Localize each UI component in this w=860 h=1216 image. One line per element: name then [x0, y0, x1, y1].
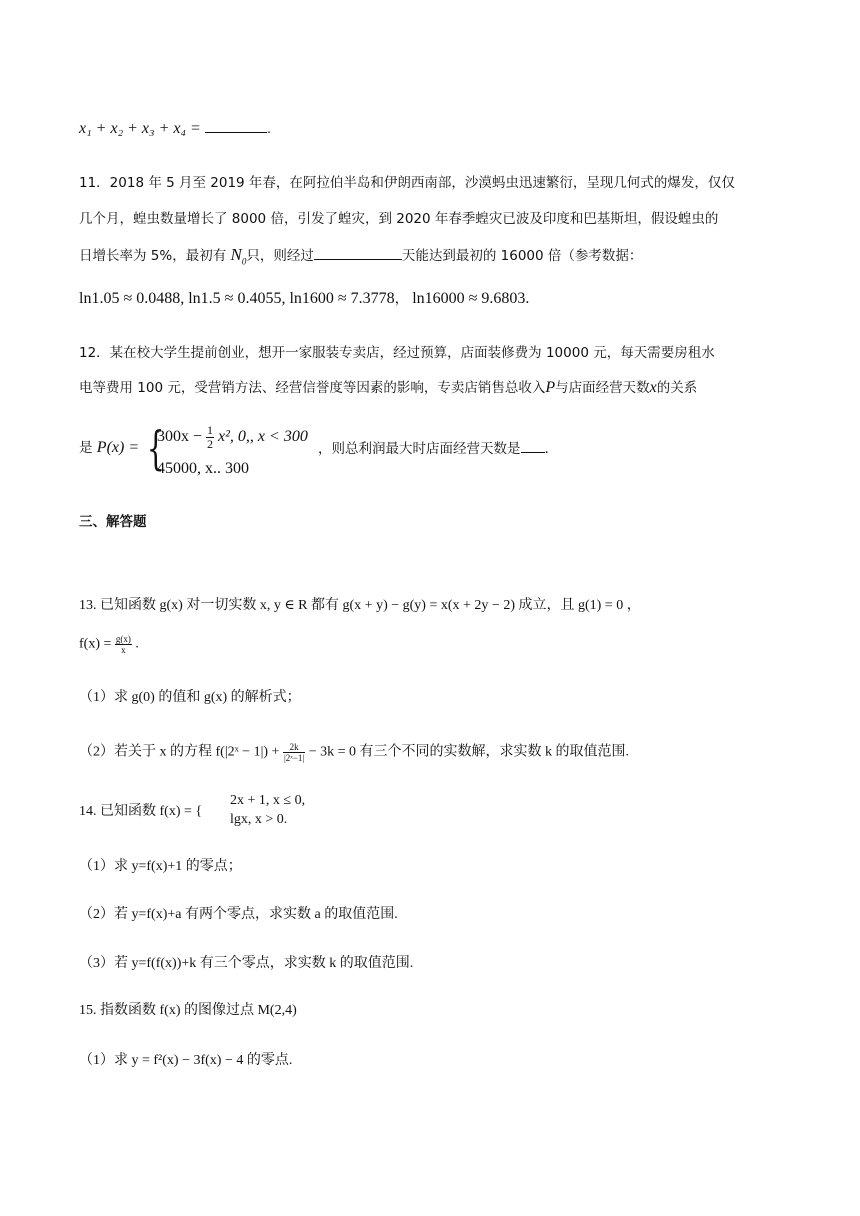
half-fraction: $\frac{1}{2}$	[207, 423, 214, 451]
sum-expression: x₁ + x₂ + x₃ + x₄ =	[79, 120, 201, 137]
q12-line-3-tail: ，则总利润最大时店面经营天数是 .	[318, 438, 549, 459]
q13-part-1: （1）求 g(0) 的值和 g(x) 的解析式；	[79, 690, 301, 705]
q13-part-2: （2）若关于 x 的方程 f(|2ˣ − 1|) + $\frac{2k}{\text{|2ˣ−1|}}$ − 3k = 0 有三个不同的实数解，求实数 k 的取值范围.	[79, 742, 630, 763]
q14-part-1: （1）求 y=f(x)+1 的零点；	[79, 859, 242, 874]
q14-case-2: lgx, x > 0.	[230, 812, 288, 827]
q11-text-a: 日增长率为 5%，最初有	[79, 248, 227, 264]
q14-part-3: （3）若 y=f(f(x))+k 有三个零点，求实数 k 的取值范围.	[79, 956, 414, 971]
q13-line-1: 13. 已知函数 g(x) 对一切实数 x, y ∈ R 都有 g(x + y) − g(y) = x(x + 2y − 2) 成立，且 g(1) = 0 ，	[79, 598, 641, 613]
q11-reference-line: ln1.05 ≈ 0.0488, ln1.5 ≈ 0.4055, ln1600 ≈ 7.3778， ln16000 ≈ 9.6803.	[79, 290, 530, 307]
q12-answer-blank	[521, 438, 545, 453]
q11-line-1: 11．2018 年 5 月至 2019 年春，在阿拉伯半岛和伊朗西南部，沙漠蚂虫迅速繁衍，呈现几何式的爆发，仅仅	[79, 175, 735, 191]
var-x: x	[649, 379, 657, 396]
piecewise-brace: {	[146, 421, 165, 475]
q11-line-3	[79, 245, 642, 271]
period: .	[267, 122, 271, 137]
q12-case-2: 45000, x.. 300	[157, 460, 249, 477]
q11-text-c: 天能达到最初的 16000 倍（参考数据：	[401, 248, 643, 264]
answer-blank	[205, 118, 267, 133]
section-heading: 三、解答题	[79, 514, 147, 530]
k-fraction: $\frac{2k}{\text{|2ˣ−1|}}$	[283, 742, 305, 763]
reference-values: ln1.05 ≈ 0.0488, ln1.5 ≈ 0.4055, ln1600 ≈ 7.3778	[79, 290, 395, 307]
piecewise-p-name: P(x) =	[96, 439, 140, 456]
q11-line-2: 几个月，蝗虫数量增长了 8000 倍，引发了蝗灾，到 2020 年春季蝗灾已波及印度和巴基斯坦，假设蝗虫的	[79, 211, 719, 227]
q12-line-2: 电等费用 100 元，受营销方法、经营信誉度等因素的影响，专卖店销售总收入P与店面经营天数x的关系	[79, 379, 698, 396]
q12-line-3: 是 P(x) =	[79, 439, 140, 456]
g-over-x-fraction: $\frac{g(x)}{x}$	[115, 634, 131, 655]
top-expression-line	[79, 118, 271, 140]
q12-line-1: 12．某在校大学生提前创业，想开一家服装专卖店，经过预算，店面装修费为 10000 元，每天需要房租水	[79, 345, 715, 361]
q14-head: 14. 已知函数 f(x) = {	[79, 804, 203, 819]
q14-part-2: （2）若 y=f(x)+a 有两个零点，求实数 a 的取值范围.	[79, 907, 398, 922]
reference-value-2: ln16000 ≈ 9.6803	[412, 290, 526, 307]
q15-part-1: （1）求 y = f²(x) − 3f(x) − 4 的零点.	[79, 1053, 293, 1068]
q14-case-1: 2x + 1, x ≤ 0,	[230, 793, 306, 808]
q13-line-2: f(x) = $\frac{g(x)}{x}$ .	[79, 634, 139, 655]
q12-case-1: 300x − $\frac{1}{2}$ x², 0,, x < 300	[157, 423, 308, 451]
q11-text-b: 只，则经过	[246, 248, 314, 264]
n-zero: $N_0$	[230, 245, 247, 267]
q15-head: 15. 指数函数 f(x) 的图像过点 M(2,4)	[79, 1003, 297, 1018]
q11-answer-blank	[314, 245, 402, 260]
var-p: P	[545, 379, 556, 396]
